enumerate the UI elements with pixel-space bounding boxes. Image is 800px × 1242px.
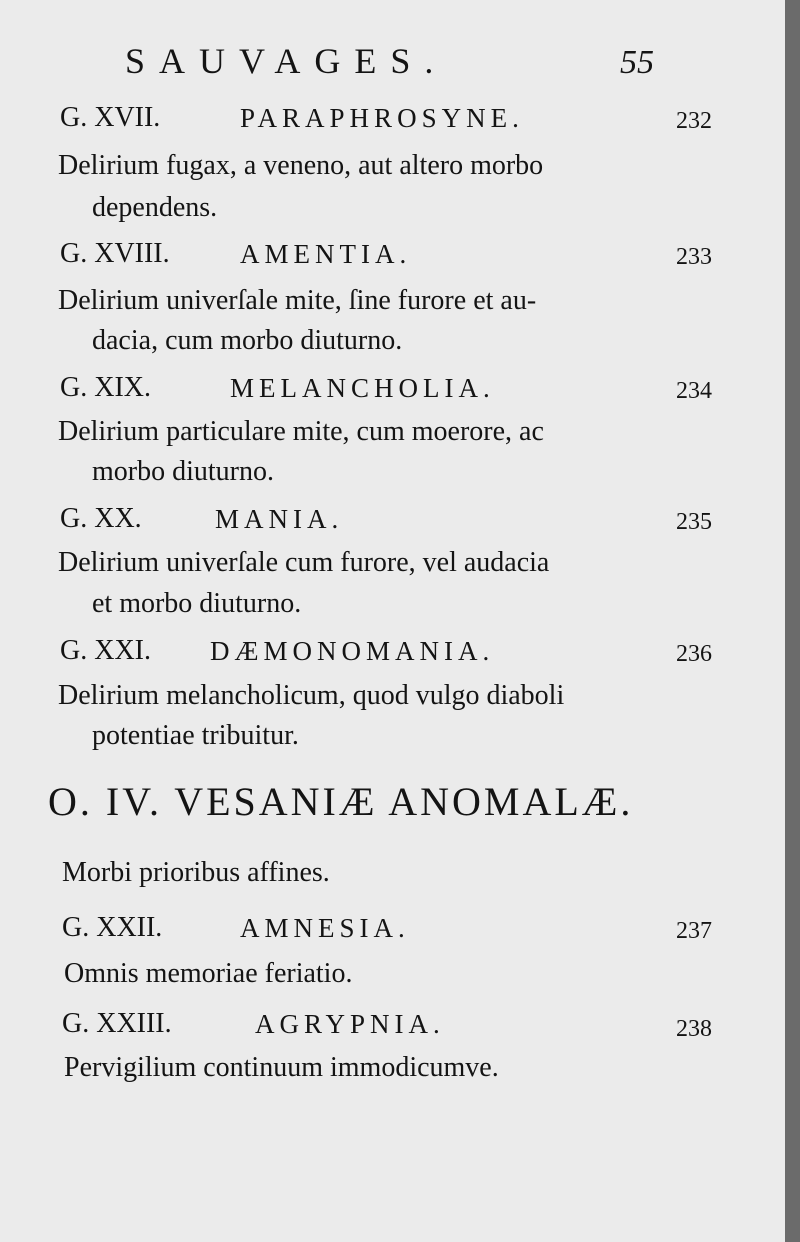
genus-description: Delirium univerſale cum furore, vel audacia [58,547,550,578]
genus-name: MELANCHOLIA. [230,373,495,403]
genus-name: PARAPHROSYNE. [240,103,524,133]
genus-description: Pervigilium continuum immodicumve. [64,1052,499,1083]
genus-index-number: 233 [676,244,712,270]
genus-name: MANIA. [215,504,344,534]
genus-description-continued: morbo diuturno. [92,456,274,487]
genus-index-number: 237 [676,918,712,944]
genus-description-continued: et morbo diuturno. [92,588,302,619]
running-head: SAUVAGES. [125,41,448,81]
genus-index-number: 236 [676,641,712,667]
genus-description-continued: dacia, cum morbo diuturno. [92,325,403,356]
page-number: 55 [620,44,654,81]
genus-name: AMENTIA. [240,239,412,269]
genus-name: DÆMONOMANIA. [210,636,495,666]
genus-description: Omnis memoriae feriatio. [64,958,353,989]
order-heading: O. IV. VESANIÆ ANOMALÆ. [48,779,634,824]
genus-description-continued: dependens. [92,192,218,223]
genus-number: G. XIX. [60,372,151,403]
genus-number: G. XXII. [62,912,163,943]
genus-number: G. XXI. [60,635,151,666]
genus-index-number: 238 [676,1016,712,1042]
genus-description-continued: potentiae tribuitur. [92,720,299,751]
genus-index-number: 234 [676,378,712,404]
genus-number: G. XXIII. [62,1008,172,1039]
page-edge-shadow [785,0,800,1242]
genus-index-number: 232 [676,108,712,134]
genus-description: Delirium univerſale mite, ſine furore et au- [58,285,537,316]
order-description: Morbi prioribus affines. [62,857,330,888]
genus-name: AMNESIA. [240,913,410,943]
genus-number: G. XVII. [60,102,161,133]
genus-name: AGRYPNIA. [255,1009,445,1039]
genus-number: G. XX. [60,503,142,534]
genus-description: Delirium melancholicum, quod vulgo diaboli [58,680,565,711]
genus-number: G. XVIII. [60,238,170,269]
genus-description: Delirium particulare mite, cum moerore, ac [58,416,544,447]
genus-description: Delirium fugax, a veneno, aut altero morbo [58,150,544,181]
genus-index-number: 235 [676,509,712,535]
